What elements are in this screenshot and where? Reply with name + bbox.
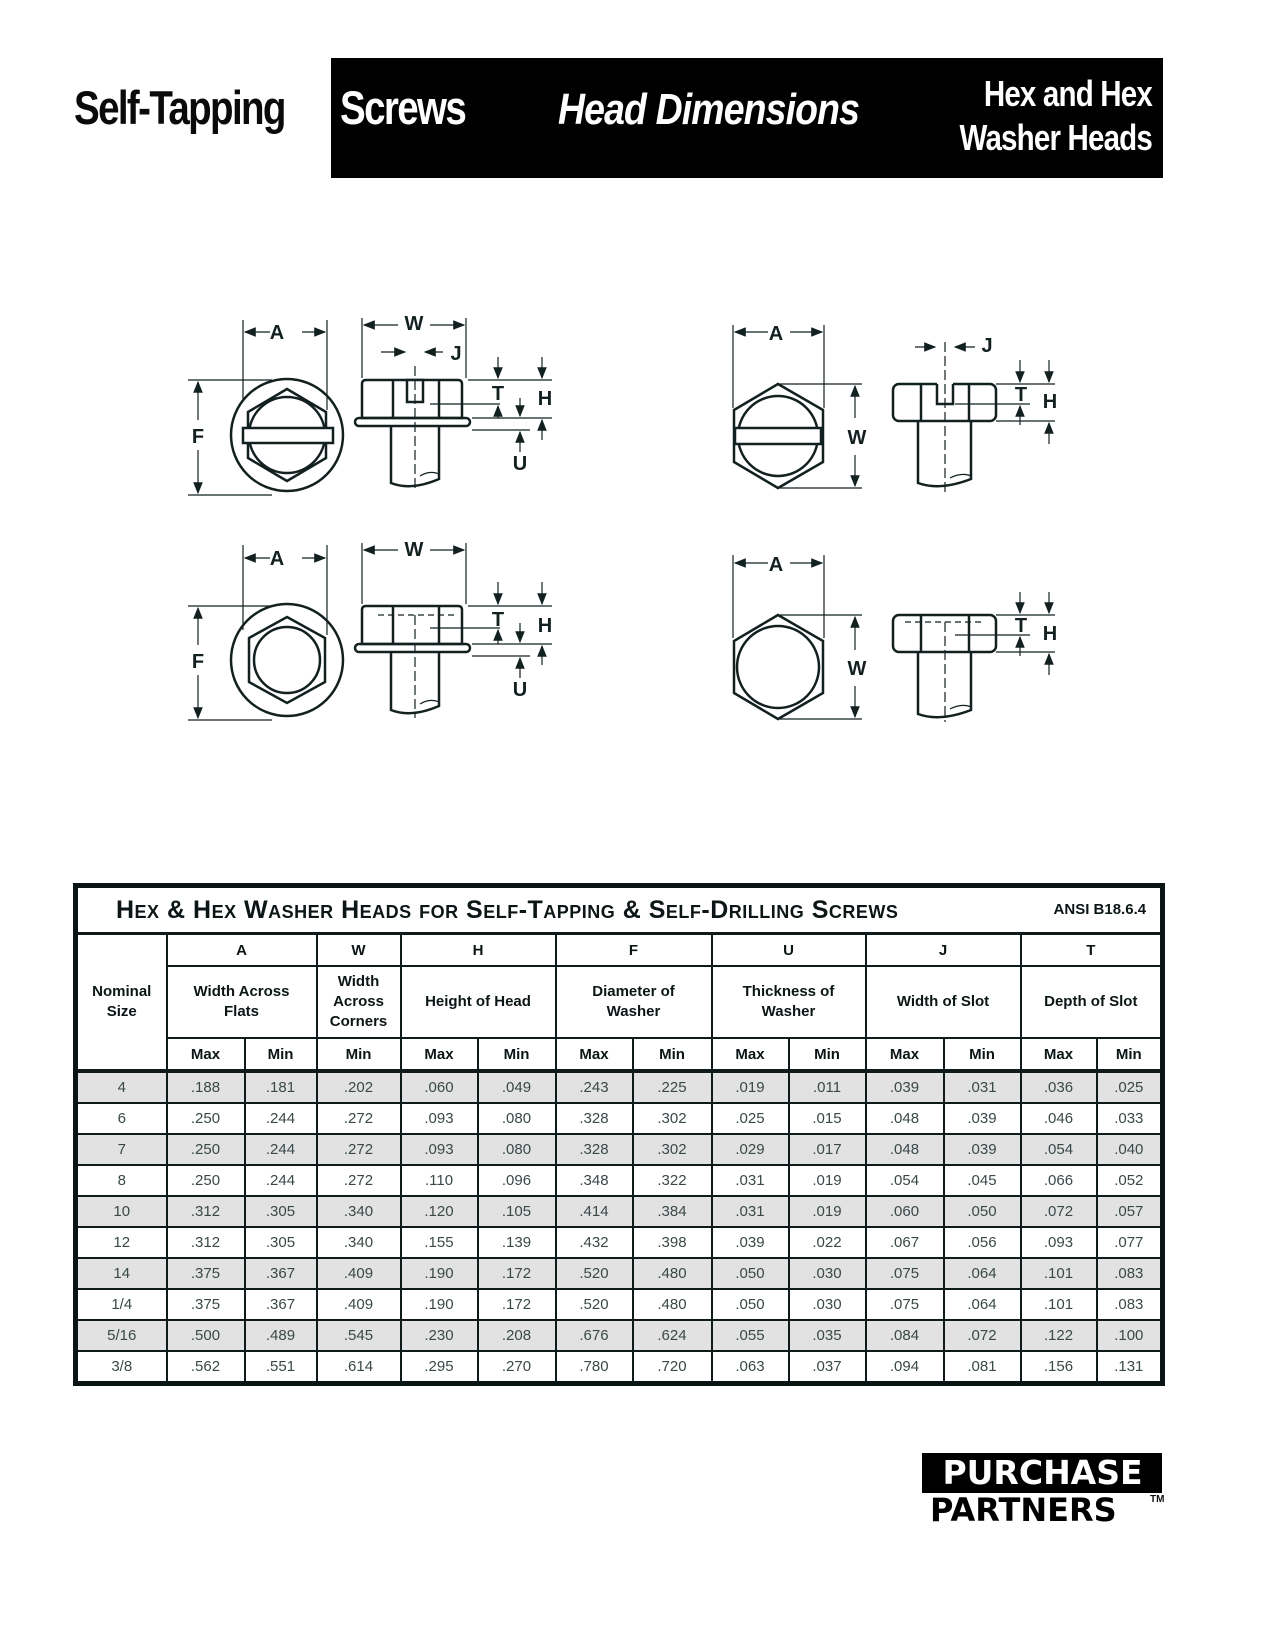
value-cell: .244 bbox=[245, 1103, 317, 1134]
value-cell: .019 bbox=[789, 1165, 866, 1196]
top-view bbox=[231, 379, 343, 491]
value-cell: .676 bbox=[556, 1320, 633, 1351]
value-cell: .050 bbox=[944, 1196, 1021, 1227]
top-view bbox=[734, 384, 823, 488]
value-cell: .348 bbox=[556, 1165, 633, 1196]
nominal-size-cell: 7 bbox=[76, 1134, 167, 1165]
label-W: W bbox=[847, 658, 867, 680]
value-cell: .037 bbox=[789, 1351, 866, 1384]
value-cell: .225 bbox=[633, 1071, 712, 1103]
logo-line1: PURCHASE bbox=[942, 1453, 1143, 1492]
logo-line2: PARTNERS bbox=[930, 1491, 1117, 1529]
value-cell: .272 bbox=[317, 1165, 401, 1196]
value-cell: .172 bbox=[478, 1289, 556, 1320]
value-cell: .545 bbox=[317, 1320, 401, 1351]
desc-J-1: Width of Slot bbox=[896, 993, 990, 1010]
table-title-row bbox=[76, 886, 1163, 934]
value-cell: .031 bbox=[712, 1165, 789, 1196]
T-min-header: Min bbox=[1097, 1038, 1163, 1071]
value-cell: .057 bbox=[1097, 1196, 1163, 1227]
value-cell: .039 bbox=[944, 1134, 1021, 1165]
label-H: H bbox=[1042, 623, 1058, 645]
label-A: A bbox=[269, 548, 285, 570]
value-cell: .230 bbox=[401, 1320, 478, 1351]
value-cell: .520 bbox=[556, 1289, 633, 1320]
diagram-slotted-hex-head bbox=[733, 323, 1057, 495]
value-cell: .244 bbox=[245, 1134, 317, 1165]
value-cell: .302 bbox=[633, 1134, 712, 1165]
value-cell: .054 bbox=[866, 1165, 944, 1196]
label-T: T bbox=[491, 383, 505, 405]
value-cell: .432 bbox=[556, 1227, 633, 1258]
value-cell: .075 bbox=[866, 1289, 944, 1320]
value-cell: .172 bbox=[478, 1258, 556, 1289]
table-row bbox=[76, 1289, 1163, 1320]
value-cell: .063 bbox=[712, 1351, 789, 1384]
table-row bbox=[76, 1071, 1163, 1103]
value-cell: .328 bbox=[556, 1134, 633, 1165]
table-title-cell bbox=[76, 886, 1163, 934]
value-cell: .100 bbox=[1097, 1320, 1163, 1351]
table-row bbox=[76, 1258, 1163, 1289]
value-cell: .272 bbox=[317, 1134, 401, 1165]
value-cell: .025 bbox=[712, 1103, 789, 1134]
label-W: W bbox=[404, 313, 424, 335]
value-cell: .139 bbox=[478, 1227, 556, 1258]
value-cell: .322 bbox=[633, 1165, 712, 1196]
value-cell: .270 bbox=[478, 1351, 556, 1384]
dimensions-table bbox=[73, 883, 1165, 1386]
value-cell: .409 bbox=[317, 1258, 401, 1289]
value-cell: .083 bbox=[1097, 1258, 1163, 1289]
label-U: U bbox=[512, 453, 528, 475]
nominal-size-cell: 14 bbox=[76, 1258, 167, 1289]
T-max-header: Max bbox=[1021, 1038, 1097, 1071]
table-row bbox=[76, 1165, 1163, 1196]
col-desc-A bbox=[167, 966, 317, 1038]
value-cell: .244 bbox=[245, 1165, 317, 1196]
table-row bbox=[76, 1103, 1163, 1134]
value-cell: .081 bbox=[944, 1351, 1021, 1384]
value-cell: .208 bbox=[478, 1320, 556, 1351]
header-title-screws: Screws bbox=[340, 81, 466, 134]
value-cell: .250 bbox=[167, 1165, 245, 1196]
col-desc-F bbox=[556, 966, 712, 1038]
value-cell: .122 bbox=[1021, 1320, 1097, 1351]
header-subtitle: Head Dimensions bbox=[558, 85, 860, 134]
value-cell: .093 bbox=[401, 1134, 478, 1165]
J-max-header: Max bbox=[866, 1038, 944, 1071]
value-cell: .375 bbox=[167, 1289, 245, 1320]
value-cell: .375 bbox=[167, 1258, 245, 1289]
value-cell: .019 bbox=[712, 1071, 789, 1103]
value-cell: .039 bbox=[944, 1103, 1021, 1134]
value-cell: .064 bbox=[944, 1258, 1021, 1289]
A-min-header: Min bbox=[245, 1038, 317, 1071]
value-cell: .202 bbox=[317, 1071, 401, 1103]
value-cell: .039 bbox=[712, 1227, 789, 1258]
value-cell: .243 bbox=[556, 1071, 633, 1103]
nominal-size-cell: 1/4 bbox=[76, 1289, 167, 1320]
col-desc-U bbox=[712, 966, 866, 1038]
label-T: T bbox=[1014, 615, 1028, 637]
col-letter-T: T bbox=[1021, 934, 1163, 967]
value-cell: .295 bbox=[401, 1351, 478, 1384]
value-cell: .015 bbox=[789, 1103, 866, 1134]
label-W: W bbox=[404, 539, 424, 561]
nominal-size-cell: 8 bbox=[76, 1165, 167, 1196]
header-category-line1: Hex and Hex bbox=[983, 73, 1152, 114]
desc-F-2: Washer bbox=[606, 1003, 661, 1020]
A-max-header: Max bbox=[167, 1038, 245, 1071]
value-cell: .019 bbox=[789, 1196, 866, 1227]
label-H: H bbox=[1042, 391, 1058, 413]
value-cell: .367 bbox=[245, 1258, 317, 1289]
value-cell: .105 bbox=[478, 1196, 556, 1227]
value-cell: .033 bbox=[1097, 1103, 1163, 1134]
value-cell: .039 bbox=[866, 1071, 944, 1103]
value-cell: .067 bbox=[866, 1227, 944, 1258]
table-row bbox=[76, 1227, 1163, 1258]
value-cell: .624 bbox=[633, 1320, 712, 1351]
diagram-indented-hex-washer-head bbox=[188, 539, 552, 720]
value-cell: .084 bbox=[866, 1320, 944, 1351]
F-max-header: Max bbox=[556, 1038, 633, 1071]
table-body bbox=[76, 1071, 1163, 1384]
label-W: W bbox=[847, 427, 867, 449]
value-cell: .190 bbox=[401, 1289, 478, 1320]
col-desc-T bbox=[1021, 966, 1163, 1038]
value-cell: .272 bbox=[317, 1103, 401, 1134]
desc-A-1: Width Across bbox=[193, 983, 290, 1000]
value-cell: .056 bbox=[944, 1227, 1021, 1258]
value-cell: .025 bbox=[1097, 1071, 1163, 1103]
table-row bbox=[76, 1134, 1163, 1165]
value-cell: .052 bbox=[1097, 1165, 1163, 1196]
value-cell: .072 bbox=[944, 1320, 1021, 1351]
label-T: T bbox=[1014, 384, 1028, 406]
header-title-left: Self-Tapping bbox=[74, 81, 285, 134]
value-cell: .017 bbox=[789, 1134, 866, 1165]
side-view bbox=[355, 606, 470, 713]
label-F: F bbox=[191, 651, 205, 673]
value-cell: .066 bbox=[1021, 1165, 1097, 1196]
desc-A-2: Flats bbox=[223, 1003, 259, 1020]
value-cell: .048 bbox=[866, 1134, 944, 1165]
col-letter-A: A bbox=[167, 934, 317, 967]
col-letter-U: U bbox=[712, 934, 866, 967]
value-cell: .101 bbox=[1021, 1289, 1097, 1320]
value-cell: .500 bbox=[167, 1320, 245, 1351]
value-cell: .035 bbox=[789, 1320, 866, 1351]
value-cell: .181 bbox=[245, 1071, 317, 1103]
W-min-header: Min bbox=[317, 1038, 401, 1071]
header-desc-row bbox=[76, 966, 1163, 1038]
value-cell: .075 bbox=[866, 1258, 944, 1289]
diagram-slotted-hex-washer-head bbox=[188, 313, 552, 495]
col-desc-J bbox=[866, 966, 1021, 1038]
value-cell: .077 bbox=[1097, 1227, 1163, 1258]
label-H: H bbox=[537, 388, 553, 410]
col-desc-H bbox=[401, 966, 556, 1038]
value-cell: .049 bbox=[478, 1071, 556, 1103]
desc-U-2: Washer bbox=[761, 1003, 816, 1020]
top-view bbox=[734, 615, 823, 719]
value-cell: .409 bbox=[317, 1289, 401, 1320]
value-cell: .312 bbox=[167, 1227, 245, 1258]
value-cell: .080 bbox=[478, 1134, 556, 1165]
col-letter-W: W bbox=[317, 934, 401, 967]
value-cell: .120 bbox=[401, 1196, 478, 1227]
value-cell: .367 bbox=[245, 1289, 317, 1320]
value-cell: .414 bbox=[556, 1196, 633, 1227]
value-cell: .060 bbox=[401, 1071, 478, 1103]
value-cell: .156 bbox=[1021, 1351, 1097, 1384]
nominal-size-cell: 6 bbox=[76, 1103, 167, 1134]
value-cell: .614 bbox=[317, 1351, 401, 1384]
label-J: J bbox=[981, 335, 993, 357]
value-cell: .110 bbox=[401, 1165, 478, 1196]
value-cell: .031 bbox=[712, 1196, 789, 1227]
desc-T-1: Depth of Slot bbox=[1044, 993, 1138, 1010]
value-cell: .031 bbox=[944, 1071, 1021, 1103]
side-view bbox=[355, 380, 470, 486]
table-row bbox=[76, 1320, 1163, 1351]
value-cell: .340 bbox=[317, 1196, 401, 1227]
head-diagrams bbox=[0, 0, 1275, 800]
value-cell: .036 bbox=[1021, 1071, 1097, 1103]
desc-W-2: Across bbox=[333, 993, 384, 1010]
U-max-header: Max bbox=[712, 1038, 789, 1071]
value-cell: .551 bbox=[245, 1351, 317, 1384]
diagram-indented-hex-head bbox=[733, 554, 1057, 722]
value-cell: .131 bbox=[1097, 1351, 1163, 1384]
value-cell: .780 bbox=[556, 1351, 633, 1384]
value-cell: .072 bbox=[1021, 1196, 1097, 1227]
value-cell: .011 bbox=[789, 1071, 866, 1103]
value-cell: .030 bbox=[789, 1289, 866, 1320]
value-cell: .040 bbox=[1097, 1134, 1163, 1165]
top-view bbox=[231, 604, 343, 716]
H-min-header: Min bbox=[478, 1038, 556, 1071]
nominal-size-cell: 3/8 bbox=[76, 1351, 167, 1384]
table-title: Hex & Hex Washer Heads for Self-Tapping & Self-Drilling Screws bbox=[116, 895, 899, 924]
value-cell: .050 bbox=[712, 1258, 789, 1289]
desc-W-3: Corners bbox=[329, 1013, 388, 1030]
value-cell: .101 bbox=[1021, 1258, 1097, 1289]
value-cell: .055 bbox=[712, 1320, 789, 1351]
value-cell: .480 bbox=[633, 1258, 712, 1289]
value-cell: .093 bbox=[1021, 1227, 1097, 1258]
ansi-standard: ANSI B18.6.4 bbox=[1053, 901, 1147, 918]
value-cell: .190 bbox=[401, 1258, 478, 1289]
label-J: J bbox=[450, 343, 462, 365]
value-cell: .054 bbox=[1021, 1134, 1097, 1165]
nominal-size-cell: 5/16 bbox=[76, 1320, 167, 1351]
value-cell: .080 bbox=[478, 1103, 556, 1134]
col-letter-F: F bbox=[556, 934, 712, 967]
value-cell: .050 bbox=[712, 1289, 789, 1320]
value-cell: .328 bbox=[556, 1103, 633, 1134]
col-letter-H: H bbox=[401, 934, 556, 967]
H-max-header: Max bbox=[401, 1038, 478, 1071]
value-cell: .030 bbox=[789, 1258, 866, 1289]
value-cell: .489 bbox=[245, 1320, 317, 1351]
value-cell: .083 bbox=[1097, 1289, 1163, 1320]
value-cell: .250 bbox=[167, 1134, 245, 1165]
F-min-header: Min bbox=[633, 1038, 712, 1071]
value-cell: .155 bbox=[401, 1227, 478, 1258]
value-cell: .340 bbox=[317, 1227, 401, 1258]
value-cell: .045 bbox=[944, 1165, 1021, 1196]
value-cell: .305 bbox=[245, 1196, 317, 1227]
desc-U-1: Thickness of bbox=[742, 983, 835, 1000]
label-A: A bbox=[269, 322, 285, 344]
nominal-header-line2: Size bbox=[106, 1003, 137, 1020]
desc-W-1: Width bbox=[337, 973, 380, 990]
value-cell: .064 bbox=[944, 1289, 1021, 1320]
value-cell: .480 bbox=[633, 1289, 712, 1320]
desc-F-1: Diameter of bbox=[592, 983, 675, 1000]
value-cell: .520 bbox=[556, 1258, 633, 1289]
col-letter-J: J bbox=[866, 934, 1021, 967]
value-cell: .046 bbox=[1021, 1103, 1097, 1134]
nominal-size-cell: 4 bbox=[76, 1071, 167, 1103]
label-H: H bbox=[537, 615, 553, 637]
label-F: F bbox=[191, 426, 205, 448]
value-cell: .720 bbox=[633, 1351, 712, 1384]
J-min-header: Min bbox=[944, 1038, 1021, 1071]
label-A: A bbox=[768, 323, 784, 345]
value-cell: .096 bbox=[478, 1165, 556, 1196]
value-cell: .398 bbox=[633, 1227, 712, 1258]
nominal-size-cell: 10 bbox=[76, 1196, 167, 1227]
value-cell: .094 bbox=[866, 1351, 944, 1384]
U-min-header: Min bbox=[789, 1038, 866, 1071]
nominal-header-line1: Nominal bbox=[92, 983, 152, 1000]
desc-H-1: Height of Head bbox=[425, 993, 531, 1010]
label-U: U bbox=[512, 679, 528, 701]
value-cell: .312 bbox=[167, 1196, 245, 1227]
value-cell: .188 bbox=[167, 1071, 245, 1103]
value-cell: .022 bbox=[789, 1227, 866, 1258]
value-cell: .029 bbox=[712, 1134, 789, 1165]
col-desc-W bbox=[317, 966, 401, 1038]
value-cell: .302 bbox=[633, 1103, 712, 1134]
value-cell: .048 bbox=[866, 1103, 944, 1134]
value-cell: .384 bbox=[633, 1196, 712, 1227]
nominal-size-header bbox=[76, 934, 167, 1072]
value-cell: .562 bbox=[167, 1351, 245, 1384]
value-cell: .305 bbox=[245, 1227, 317, 1258]
value-cell: .060 bbox=[866, 1196, 944, 1227]
value-cell: .250 bbox=[167, 1103, 245, 1134]
header-maxmin-row bbox=[76, 1038, 1163, 1071]
table-row bbox=[76, 1351, 1163, 1384]
label-A: A bbox=[768, 554, 784, 576]
value-cell: .093 bbox=[401, 1103, 478, 1134]
header-letter-row bbox=[76, 934, 1163, 967]
trademark-mark: TM bbox=[1150, 1494, 1165, 1505]
table-row bbox=[76, 1196, 1163, 1227]
nominal-size-cell: 12 bbox=[76, 1227, 167, 1258]
header-category-line2: Washer Heads bbox=[959, 117, 1152, 158]
label-T: T bbox=[491, 609, 505, 631]
